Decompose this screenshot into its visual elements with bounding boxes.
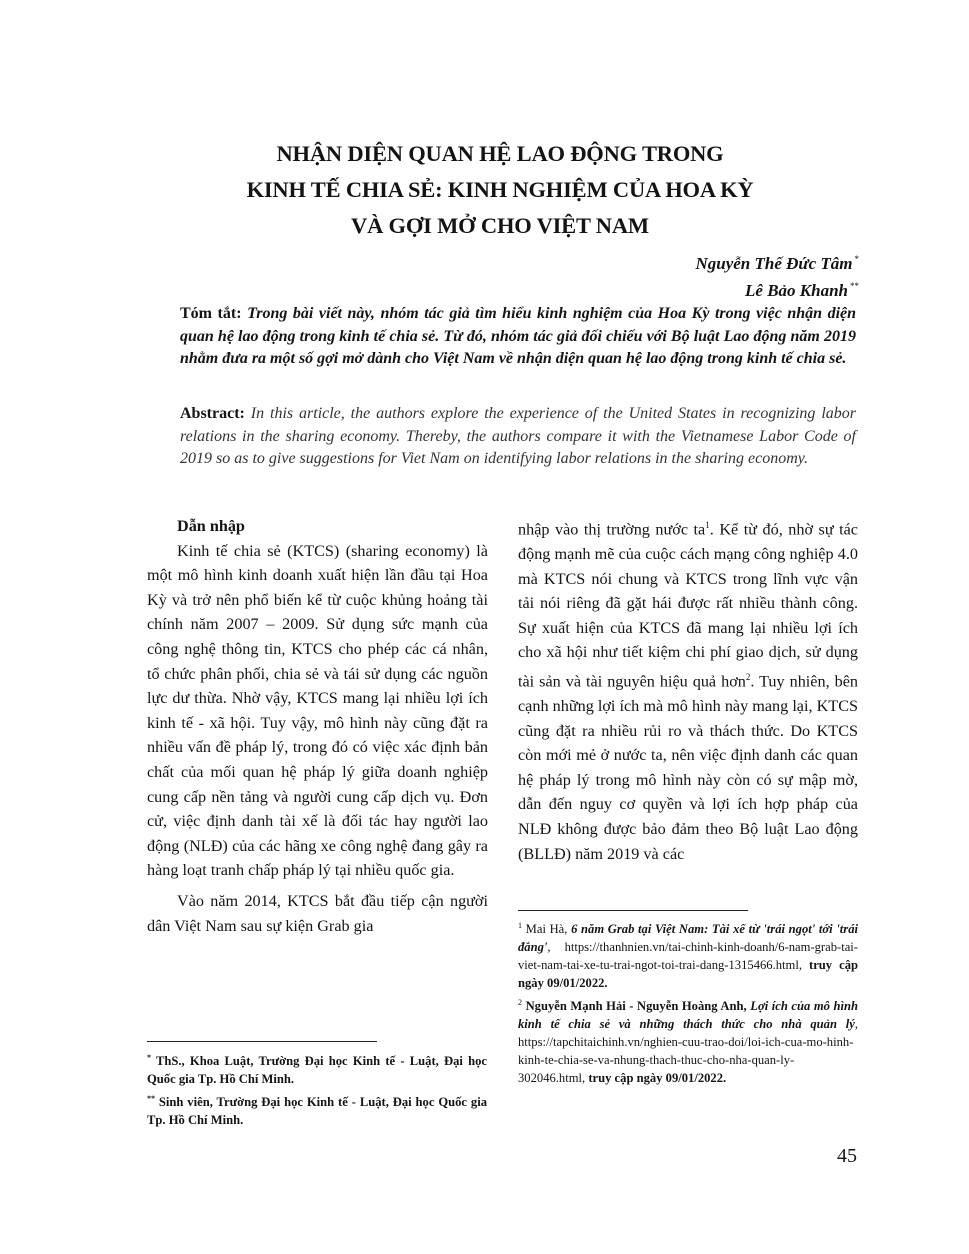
footnote-1 [518, 917, 858, 992]
footnotes-left [147, 1049, 487, 1131]
footnote-affiliation-1 [147, 1049, 487, 1088]
footnote-affiliation-2 [147, 1090, 487, 1129]
footnote-url[interactable]: , https://tapchitaichinh.vn/nghien-cuu-trao-doi/loi-ich-cua-mo-hinh-kinh-te-chia-se-va-nhung-thach-thuc-cho-nha-quan-ly-302046.html, [518, 1017, 858, 1086]
abstract-vietnamese [180, 303, 856, 371]
author-1 [695, 254, 859, 274]
footnote-title: Lợi ích của mô hình kinh tế chia sẻ và những thách thức cho nhà quản lý [518, 999, 859, 1032]
footnote-mark: 2 [518, 998, 522, 1008]
body-column-right [518, 513, 858, 866]
body-paragraph-1: Kinh tế chia sẻ (KTCS) (sharing economy) là một mô hình kinh doanh xuất hiện lần đầu tại Hoa Kỳ và trở nên phổ biến kể từ cuộc khủng hoảng tài chính năm 2007 – 2009. Sử dụng sức mạnh của công nghệ thông tin, KTCS cho phép các cá nhân, tổ chức phân phối, chia sẻ và tái sử dụng các nguồn lực dư thừa. Nhờ vậy, KTCS mang lại nhiều lợi ích kinh tế - xã hội. Tuy vậy, mô hình này cũng đặt ra nhiều vấn đề pháp lý, trong đó có việc xác định bản chất của mối quan hệ pháp lý giữa doanh nghiệp cung cấp nền tảng và người cung cấp dịch vụ. Đơn cử, việc định danh tài xế là đối tác hay người lao động (NLĐ) của các hãng xe công nghệ đang gây ra hàng loạt tranh chấp pháp lý tại nhiều quốc gia. [147, 541, 488, 880]
author-name: Nguyễn Thế Đức Tâm [695, 254, 853, 273]
footnote-url[interactable]: , https://thanhnien.vn/tai-chinh-kinh-doanh/6-nam-grab-tai-viet-nam-tai-xe-tu-trai-ngot-toi-trai-dang-1315466.html, [518, 940, 858, 973]
footnote-access-date: truy cập ngày 09/01/2022. [588, 1071, 727, 1086]
footnote-title: 6 năm Grab tại Việt Nam: Tài xế từ 'trái ngọt' tới 'trái đắng' [518, 922, 858, 955]
abstract-vi-label: Tóm tắt: [180, 305, 242, 322]
body-column-left [147, 514, 488, 938]
abstract-en-text: In this article, the authors explore the experience of the United States in recognizing labor relations in the sharing economy. Thereby, the authors compare it with the Vietnamese Labor Code of 2019 so as to give suggestions for Viet Nam on identifying labor relations in the sharing economy. [180, 405, 857, 467]
footnote-ref-1[interactable]: 1 [705, 520, 710, 530]
footnote-access-date: truy cập ngày 09/01/2022. [518, 958, 858, 991]
right-text-a: nhập vào thị trường nước ta [518, 520, 706, 539]
section-heading: Dẫn nhập [177, 517, 245, 535]
right-text-b: . Kể từ đó, nhờ sự tác động mạnh mẽ của cuộc cách mạng công nghiệp 4.0 mà KTCS nói chung và KTCS trong lĩnh vực vận tải nói riêng đã gặt hái được rất nhiều thành công. Sự xuất hiện của KTCS đã mang lại nhiều lợi ích cho xã hội như tiết kiệm chi phí giao dịch, sử dụng tài sản và tài nguyên hiệu quả hơn [518, 520, 858, 691]
footnote-mark: * [147, 1053, 151, 1062]
footnote-author: Nguyễn Mạnh Hải - Nguyễn Hoàng Anh, [525, 999, 747, 1014]
title-line-1: NHẬN DIỆN QUAN HỆ LAO ĐỘNG TRONG [276, 141, 724, 166]
footnote-divider-right [518, 910, 748, 911]
footnote-ref-2[interactable]: 2 [745, 671, 751, 682]
footnotes-right [518, 917, 858, 1089]
title-line-3: VÀ GỢI MỞ CHO VIỆT NAM [351, 213, 649, 238]
abstract-vi-text: Trong bài viết này, nhóm tác giả tìm hiểu kinh nghiệm của Hoa Kỳ trong việc nhận diện quan hệ lao động trong kinh tế chia sẻ. Từ đó, nhóm tác giả đối chiếu với Bộ luật Lao động năm 2019 nhằm đưa ra một số gợi mở dành cho Việt Nam về nhận diện quan hệ lao động trong kinh tế chia sẻ. [180, 305, 857, 367]
title-line-2: KINH TẾ CHIA SẺ: KINH NGHIỆM CỦA HOA KỲ [246, 177, 754, 202]
author-affiliation-mark: ** [850, 281, 859, 292]
abstract-english [180, 403, 856, 471]
body-paragraph-2-continued [518, 513, 858, 866]
article-title [150, 136, 850, 244]
footnote-author: Mai Hà, [525, 922, 568, 937]
abstract-en-label: Abstract: [180, 405, 245, 422]
author-affiliation-mark: * [854, 254, 859, 265]
footnote-divider-left [147, 1041, 377, 1042]
body-paragraph-2: Vào năm 2014, KTCS bắt đầu tiếp cận người dân Việt Nam sau sự kiện Grab gia [147, 891, 488, 935]
footnote-2 [518, 994, 858, 1087]
footnote-mark: 1 [518, 921, 522, 930]
footnote-text: ThS., Khoa Luật, Trường Đại học Kinh tế - Luật, Đại học Quốc gia Tp. Hồ Chí Minh. [147, 1054, 487, 1087]
author-name: Lê Bảo Khanh [745, 281, 848, 300]
footnote-text: Sinh viên, Trường Đại học Kinh tế - Luật, Đại học Quốc gia Tp. Hồ Chí Minh. [147, 1095, 488, 1128]
right-text-c: . Tuy nhiên, bên cạnh những lợi ích mà mô hình này mang lại, KTCS cũng đặt ra nhiều rủi ro và thách thức. Do KTCS còn mới mẻ ở nước ta, nên việc định danh các quan hệ pháp lý trong mô hình này còn có sự mập mờ, dẫn đến nguy cơ quyền và lợi ích hợp pháp của NLĐ không được bảo đảm theo Bộ luật Lao động (BLLĐ) năm 2019 và các [518, 672, 858, 863]
footnote-mark: ** [147, 1094, 155, 1104]
author-2 [745, 281, 859, 301]
page-number: 45 [837, 1145, 857, 1167]
